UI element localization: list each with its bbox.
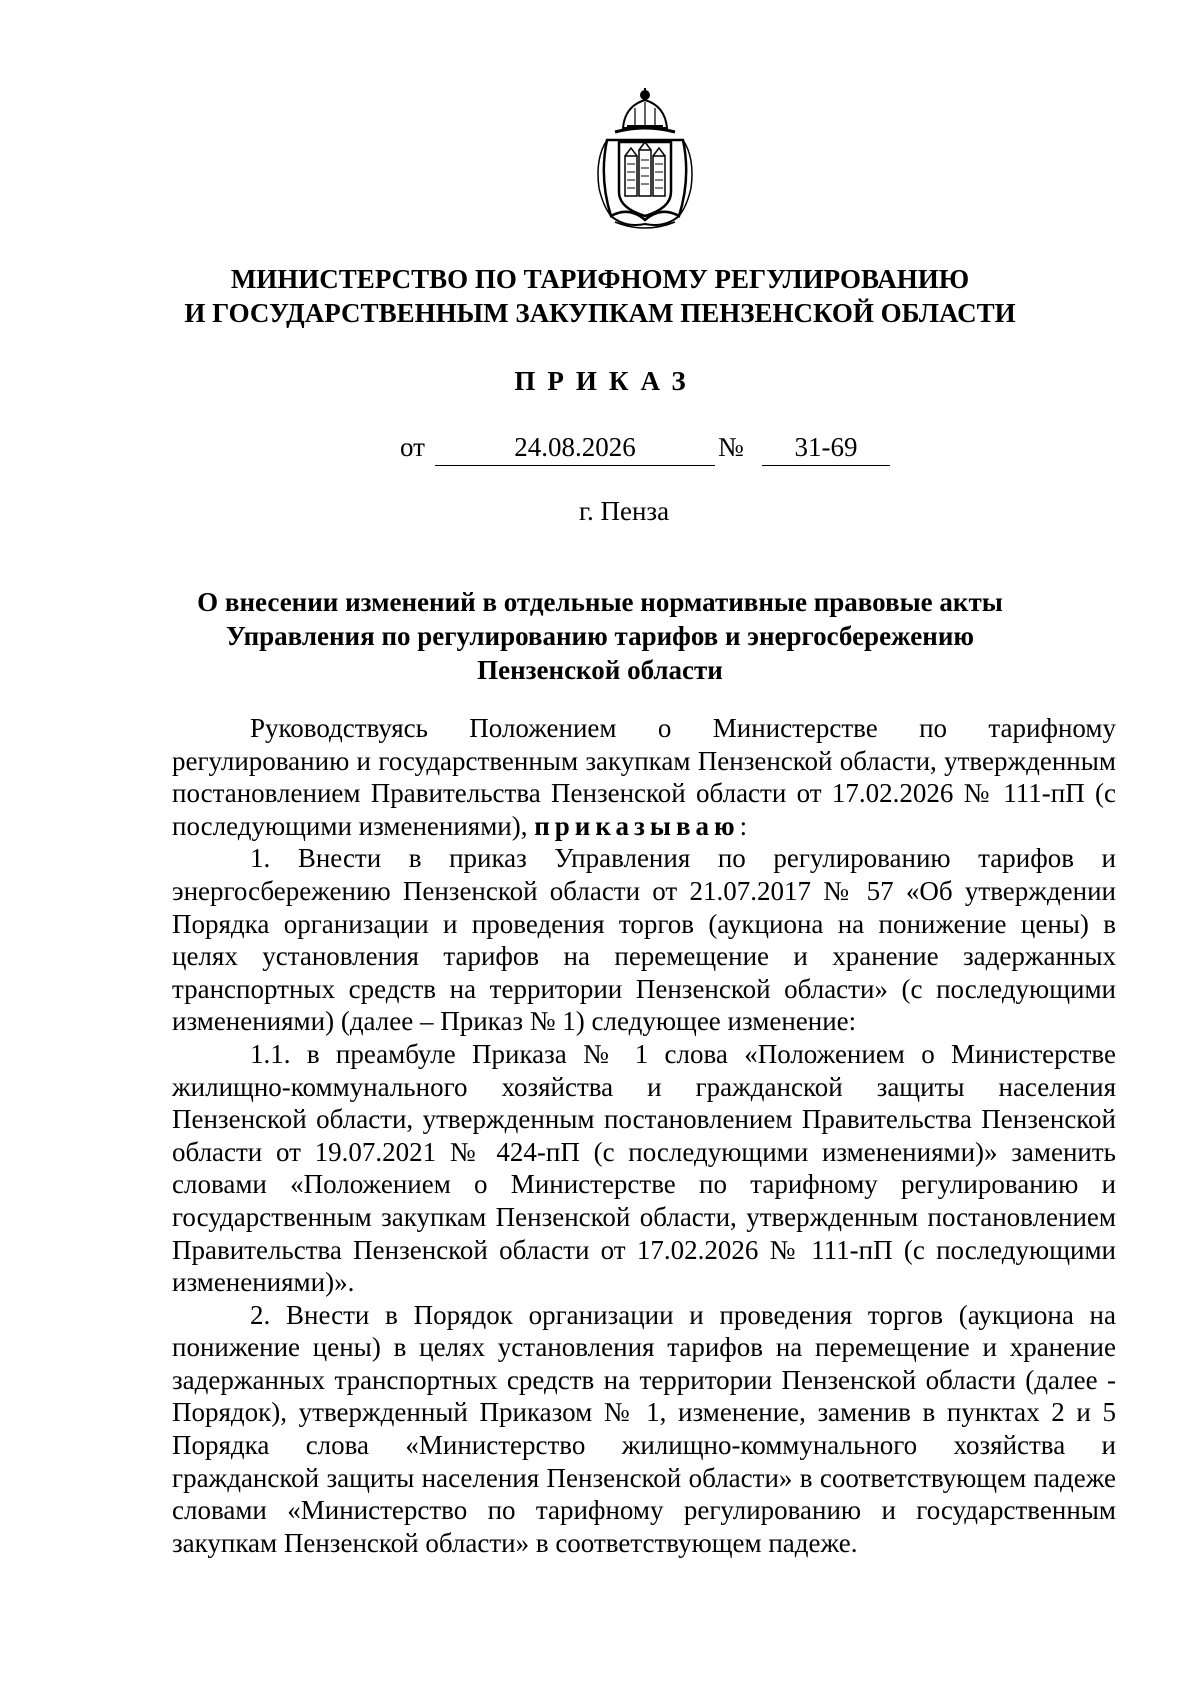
subject-line1: О внесении изменений в отдельные нормативные правовые акты xyxy=(197,587,1003,617)
subject-line3: Пензенской области xyxy=(477,655,723,685)
ministry-name-line2: И ГОСУДАРСТВЕННЫМ ЗАКУПКАМ ПЕНЗЕНСКОЙ ОБЛАСТИ xyxy=(184,298,1016,328)
document-body xyxy=(172,712,1116,1559)
subject-line2: Управления по регулированию тарифов и энергосбережению xyxy=(225,621,975,651)
number-sign: № xyxy=(718,432,744,462)
ministry-name-line1: МИНИСТЕРСТВО ПО ТАРИФНОМУ РЕГУЛИРОВАНИЮ xyxy=(230,264,970,294)
document-subject xyxy=(0,585,1200,687)
order-word: приказываю xyxy=(534,810,740,841)
city: г. Пенза xyxy=(578,496,670,526)
preamble-end: : xyxy=(739,810,748,841)
body-paragraph-1-1: 1.1. в преамбуле Приказа № 1 слова «Положением о Министерстве жилищно-коммунального хозяйства и гражданской защиты населения Пензенской области, утвержденным постановлением Правительства Пензенской области от 19.07.2021 № 424-пП (с последующими изменениями)» заменить словами «Положением о Министерстве по тарифному регулированию и государственным закупкам Пензенской области, утвержденным постановлением Правительства Пензенской области от 17.02.2026 № 111-пП (с последующими изменениями)». xyxy=(172,1038,1116,1298)
penza-region-coat-of-arms-icon xyxy=(585,88,705,233)
body-paragraph-preamble xyxy=(172,712,1116,842)
date-prefix: от xyxy=(400,432,425,462)
document-date: 24.08.2026 xyxy=(435,432,715,466)
date-number-row xyxy=(0,432,1200,468)
body-paragraph-2: 2. Внести в Порядок организации и проведения торгов (аукциона на понижение цены) в целях установления тарифов на перемещение и хранение задержанных транспортных средств на территории Пензенской области (далее - Порядок), утвержденный Приказом № 1, изменение, заменив в пунктах 2 и 5 Порядка слова «Министерство жилищно-коммунального хозяйства и гражданской защиты населения Пензенской области» в соответствующем падеже словами «Министерство по тарифному регулированию и государственным закупкам Пензенской области» в соответствующем падеже. xyxy=(172,1299,1116,1558)
ministry-name xyxy=(0,262,1200,330)
body-paragraph-1: 1. Внести в приказ Управления по регулированию тарифов и энергосбережению Пензенской области от 21.07.2017 № 57 «Об утверждении Порядка организации и проведения торгов (аукциона на понижение цены) в целях установления тарифов на перемещение и хранение задержанных транспортных средств на территории Пензенской области» (с последующими изменениями) (далее – Приказ № 1) следующее изменение: xyxy=(172,843,1116,1037)
document-type-title: ПРИКАЗ xyxy=(514,366,698,396)
document-number: 31-69 xyxy=(762,432,890,466)
preamble-text: Руководствуясь Положением о Министерстве по тарифному регулированию и государственным закупкам Пензенской области, утвержденным постановлением Правительства Пензенской области от 17.02.2026 № 111-пП (с последующими изменениями), xyxy=(172,713,1116,841)
